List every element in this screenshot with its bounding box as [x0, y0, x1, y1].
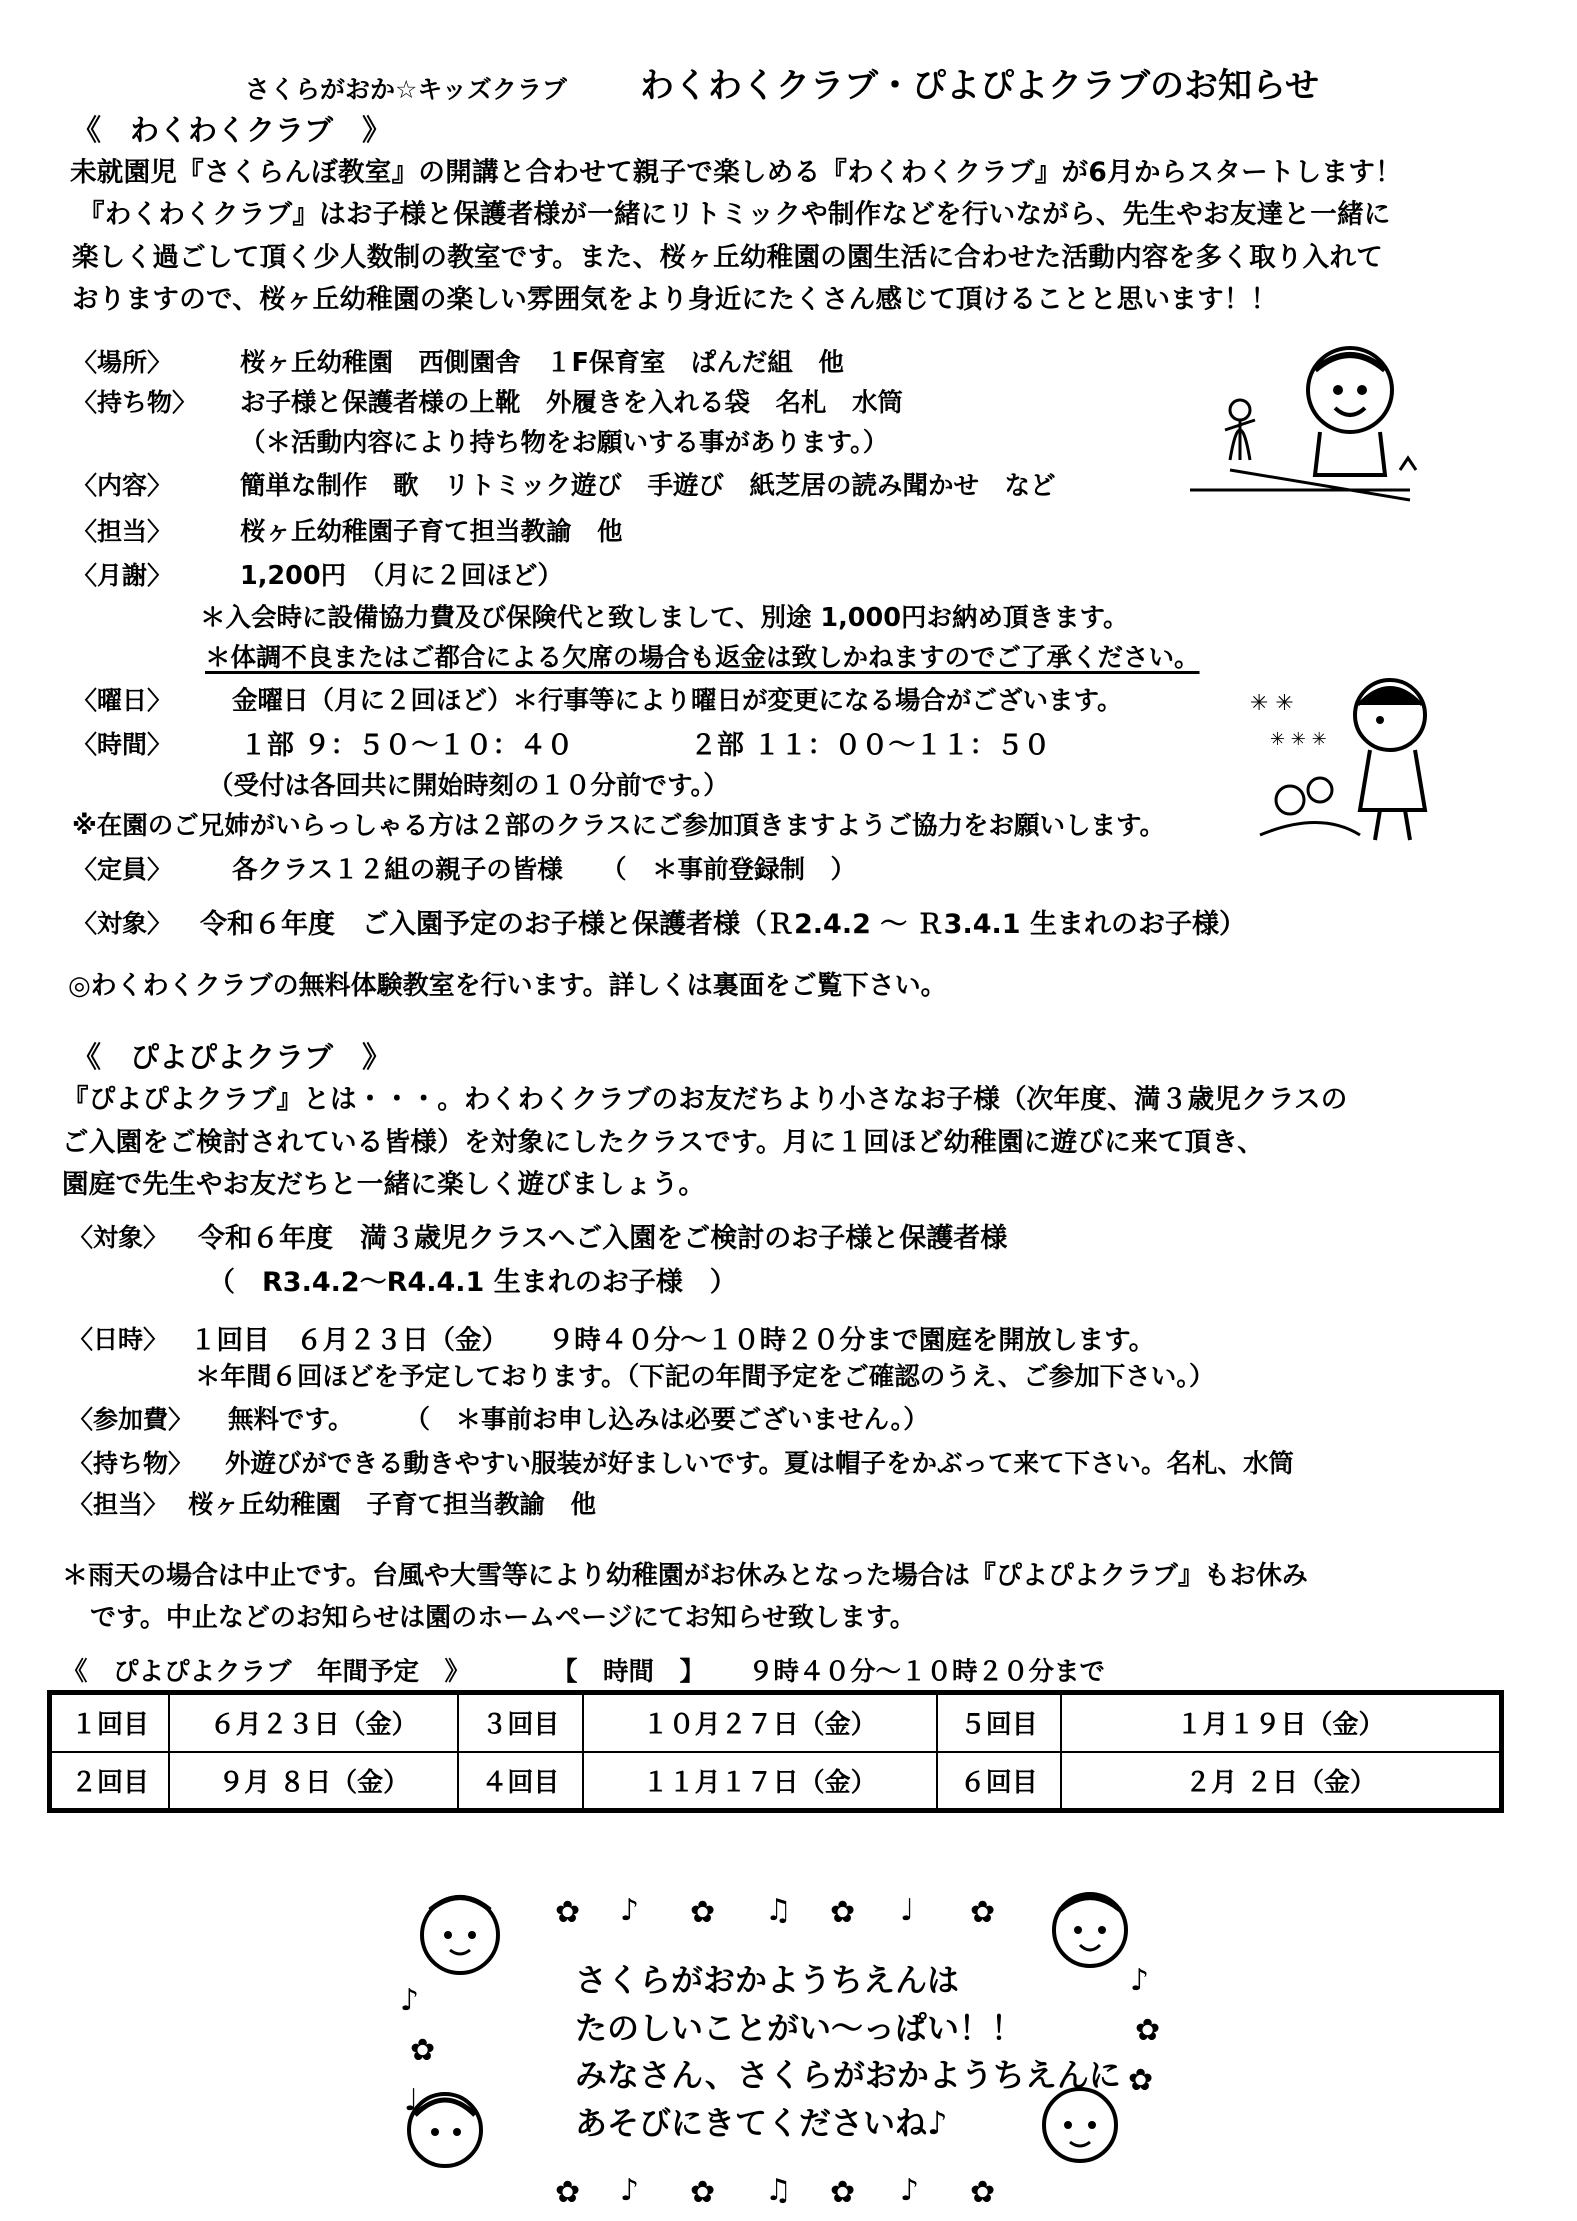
piyo-intro-3: 園庭で先生やお友だちと一緒に楽しく遊びましょう。 — [62, 1169, 706, 1200]
svg-text:✿: ✿ — [830, 1895, 856, 1930]
waku-heading: 《 わくわくクラブ 》 — [72, 113, 392, 147]
svg-text:♪: ♪ — [620, 2173, 640, 2208]
svg-text:✿: ✿ — [690, 2175, 716, 2210]
svg-text:♩: ♩ — [404, 2083, 419, 2118]
time-2: ２部 １１：００～１１：５０ — [690, 730, 1051, 761]
svg-text:✿: ✿ — [1128, 2063, 1154, 2098]
items-label: 〈持ち物〉 — [72, 388, 198, 417]
waku-intro-1: 未就園児『さくらんぼ教室』の開講と合わせて親子で楽しめる『わくわくクラブ』が6月からスタートします！ — [70, 157, 1402, 188]
piyo-items-value: 外遊びができる動きやすい服装が好ましいです。夏は帽子をかぶって来て下さい。名札、水筒 — [225, 1449, 1294, 1479]
svg-text:♫: ♫ — [765, 1893, 792, 1928]
schedule-date: １１月１７日（金） — [583, 1752, 937, 1811]
svg-text:✿: ✿ — [970, 2175, 996, 2210]
fee-note-2: ＊体調不良またはご都合による欠席の場合も返金は致しかねますのでご了承ください。 — [205, 643, 1200, 673]
waku-intro-2: 『わくわくクラブ』はお子様と保護者様が一緒にリトミックや制作などを行いながら、先生やお友達と一緒に — [78, 199, 1391, 230]
schedule-session: ６回目 — [937, 1752, 1062, 1811]
message-line-2: たのしいことがい～っぱい！！ — [575, 2009, 1024, 2047]
svg-text:✿: ✿ — [555, 1895, 581, 1930]
schedule-table — [47, 1690, 1504, 1813]
piyo-fee-value: 無料です。 （ ＊事前お申し込みは必要ございません。） — [228, 1405, 929, 1435]
svg-text:✿: ✿ — [690, 1895, 716, 1930]
svg-text:♪: ♪ — [400, 1983, 420, 2018]
svg-text:✿: ✿ — [970, 1895, 996, 1930]
schedule-date: １０月２７日（金） — [583, 1693, 937, 1752]
girl-bubbles-illustration — [1240, 670, 1460, 845]
target-label: 〈対象〉 — [72, 909, 173, 938]
target-value: 令和６年度 ご入園予定のお子様と保護者様（Ｒ2.4.2 ～ Ｒ3.4.1 生まれのお子様） — [200, 909, 1246, 940]
svg-text:✿: ✿ — [555, 2175, 581, 2210]
schedule-session: １回目 — [50, 1693, 170, 1752]
content-value: 簡単な制作 歌 リトミック遊び 手遊び 紙芝居の読み聞かせ など — [240, 471, 1056, 501]
schedule-session: ４回目 — [458, 1752, 583, 1811]
schedule-time-label: 【 時間 】 — [552, 1657, 706, 1687]
staff-value: 桜ヶ丘幼稚園子育て担当教諭 他 — [240, 517, 623, 547]
schedule-session: ５回目 — [937, 1693, 1062, 1752]
svg-text:✿: ✿ — [830, 2175, 856, 2210]
org-name: さくらがおか☆キッズクラブ — [245, 75, 567, 104]
piyo-target-label: 〈対象〉 — [68, 1223, 169, 1252]
piyo-intro-1: 『ぴよぴよクラブ』とは・・・。わくわくクラブのお友だちより小さなお子様（次年度、満３歳児クラスの — [62, 1084, 1348, 1115]
piyo-staff-value: 桜ヶ丘幼稚園 子育て担当教諭 他 — [188, 1490, 597, 1520]
time-label: 〈時間〉 — [72, 730, 173, 759]
schedule-time: ９時４０分～１０時２０分まで — [748, 1657, 1106, 1687]
svg-text:♪: ♪ — [900, 2173, 920, 2208]
rain-note-2: です。中止などのお知らせは園のホームページにてお知らせ致します。 — [90, 1603, 916, 1633]
schedule-date: ６月２３日（金） — [169, 1693, 458, 1752]
trial-note: ◎わくわくクラブの無料体験教室を行います。詳しくは裏面をご覧下さい。 — [68, 971, 947, 1001]
svg-text:✿: ✿ — [1135, 2013, 1161, 2048]
page-title: わくわくクラブ・ぴよぴよクラブのお知らせ — [640, 66, 1319, 106]
content-label: 〈内容〉 — [72, 471, 173, 500]
piyo-fee-label: 〈参加費〉 — [68, 1405, 194, 1434]
sibling-note: ※在園のご兄姉がいらっしゃる方は２部のクラスにご参加頂きますようご協力をお願いします。 — [72, 811, 1165, 841]
items-note: （＊活動内容により持ち物をお願いする事があります。） — [240, 428, 889, 458]
fee-note-1: ＊入会時に設備協力費及び保険代と致しまして、別途 1,000円お納め頂きます。 — [200, 603, 1129, 633]
day-value: 金曜日（月に２回ほど）＊行事等により曜日が変更になる場合がございます。 — [232, 686, 1123, 716]
fee-label: 〈月謝〉 — [72, 561, 173, 590]
time-1: １部 ９：５０～１０：４０ — [240, 730, 574, 761]
capacity-value: 各クラス１２組の親子の皆様 （ ＊事前登録制 ） — [232, 855, 856, 885]
waku-intro-4: おりますので、桜ヶ丘幼稚園の楽しい雰囲気をより身近にたくさん感じて頂けることと思います！！ — [72, 284, 1278, 315]
piyo-intro-2: ご入園をご検討されている皆様）を対象にしたクラスです。月に１回ほど幼稚園に遊びに来て頂き、 — [62, 1127, 1265, 1158]
piyo-staff-label: 〈担当〉 — [68, 1490, 169, 1519]
message-line-1: さくらがおかようちえんは — [575, 1961, 960, 1999]
svg-text:✿: ✿ — [410, 2033, 436, 2068]
staff-label: 〈担当〉 — [72, 517, 173, 546]
svg-text:♪: ♪ — [1130, 1963, 1150, 1998]
schedule-date: １月１９日（金） — [1061, 1693, 1501, 1752]
table-row — [50, 1752, 1502, 1811]
piyo-items-label: 〈持ち物〉 — [68, 1449, 194, 1478]
schedule-session: ２回目 — [50, 1752, 170, 1811]
day-label: 〈曜日〉 — [72, 686, 173, 715]
time-note: （受付は各回共に開始時刻の１０分前です。） — [208, 771, 729, 801]
svg-text:♪: ♪ — [620, 1893, 640, 1928]
schedule-date: ９月 ８日（金） — [169, 1752, 458, 1811]
schedule-date: ２月 ２日（金） — [1061, 1752, 1501, 1811]
svg-text:♩: ♩ — [900, 1893, 915, 1928]
message-line-3: みなさん、さくらがおかようちえんに — [575, 2056, 1121, 2094]
message-line-4: あそびにきてくださいね♪ — [575, 2104, 948, 2142]
piyo-heading: 《 ぴよぴよクラブ 》 — [72, 1040, 392, 1074]
place-value: 桜ヶ丘幼稚園 西側園舎 １F保育室 ぱんだ組 他 — [240, 348, 844, 378]
piyo-target-value: 令和６年度 満３歳児クラスへご入園をご検討のお子様と保護者様 — [198, 1223, 1008, 1254]
svg-text:✳ ✳: ✳ ✳ — [1250, 691, 1294, 716]
items-value: お子様と保護者様の上靴 外履きを入れる袋 名札 水筒 — [240, 388, 904, 418]
boy-plant-illustration — [1170, 340, 1430, 510]
waku-intro-3: 楽しく過ごして頂く少人数制の教室です。また、桜ヶ丘幼稚園の園生活に合わせた活動内容を多く取り入れて — [72, 242, 1384, 273]
schedule-session: ３回目 — [458, 1693, 583, 1752]
svg-text:✳ ✳ ✳: ✳ ✳ ✳ — [1270, 729, 1327, 750]
capacity-label: 〈定員〉 — [72, 855, 173, 884]
piyo-date-label: 〈日時〉 — [68, 1325, 169, 1354]
table-row — [50, 1693, 1502, 1752]
schedule-title: 《 ぴよぴよクラブ 年間予定 》 — [62, 1657, 471, 1687]
piyo-date-value: １回目 ６月２３日（金） ９時４０分～１０時２０分まで園庭を開放します。 — [190, 1325, 1156, 1356]
svg-text:♫: ♫ — [765, 2173, 792, 2208]
rain-note-1: ＊雨天の場合は中止です。台風や大雪等により幼稚園がお休みとなった場合は『ぴよぴよクラブ』もお休み — [62, 1561, 1308, 1591]
fee-value: 1,200円 （月に２回ほど） — [240, 561, 563, 591]
piyo-target-range: （ R3.4.2～R4.4.1 生まれのお子様 ） — [208, 1267, 737, 1298]
piyo-date-note: ＊年間６回ほどを予定しております。（下記の年間予定をご確認のうえ、ご参加下さい。） — [195, 1362, 1215, 1392]
place-label: 〈場所〉 — [72, 348, 173, 377]
